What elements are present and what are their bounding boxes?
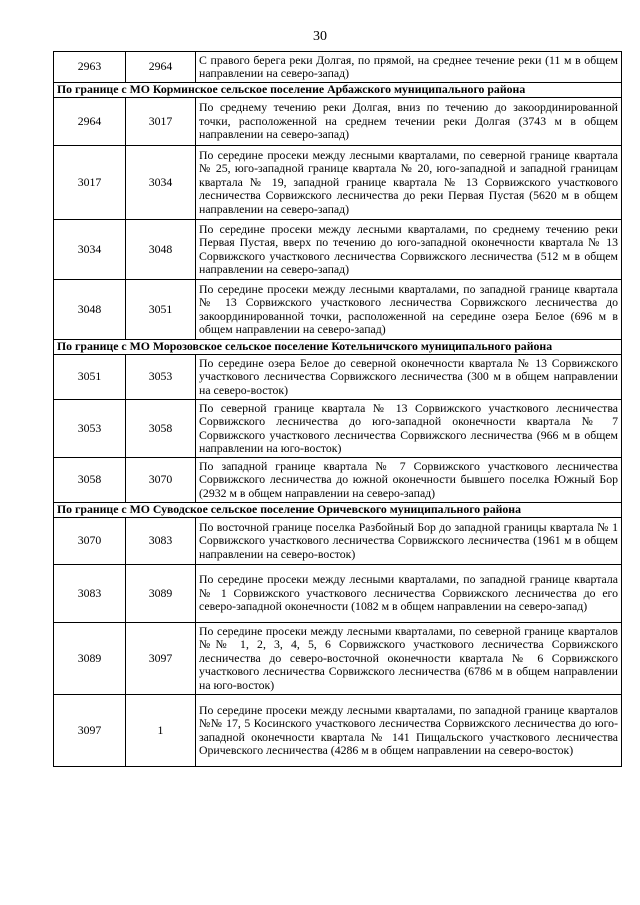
table-row bbox=[54, 280, 622, 340]
section-header-row bbox=[54, 503, 622, 518]
to-point: 3017 bbox=[126, 98, 196, 146]
table-row bbox=[54, 565, 622, 623]
table-row bbox=[54, 52, 622, 83]
boundary-description: По середине просеки между лесными кварталами, по западной границе кварталов №№ 17, 5 Косинского участкового лесничества Сорвижского лесничества до юго-западной оконечности квартала № 141 Пищальского участкового лесничества Оричевского лесничества (4286 м в общем направлении на северо-восток) bbox=[196, 695, 622, 767]
section-title: По границе с МО Корминское сельское поселение Арбажского муниципального района bbox=[54, 83, 622, 98]
from-point: 3058 bbox=[54, 458, 126, 503]
boundary-table-body bbox=[54, 52, 622, 767]
table-row bbox=[54, 623, 622, 695]
table-row bbox=[54, 695, 622, 767]
section-title: По границе с МО Суводское сельское поселение Оричевского муниципального района bbox=[54, 503, 622, 518]
table-row bbox=[54, 400, 622, 458]
boundary-description: По северной границе квартала № 13 Сорвижского участкового лесничества Сорвижского лесничества до юго-западной оконечности квартала № 7 Сорвижского участкового лесничества Сорвижского лесничества (966 м в общем направлении на юго-восток) bbox=[196, 400, 622, 458]
section-header-row bbox=[54, 340, 622, 355]
table-row bbox=[54, 458, 622, 503]
to-point: 2964 bbox=[126, 52, 196, 83]
to-point: 3048 bbox=[126, 220, 196, 280]
from-point: 3083 bbox=[54, 565, 126, 623]
to-point: 3097 bbox=[126, 623, 196, 695]
boundary-description: По восточной границе поселка Разбойный Бор до западной границы квартала № 1 Сорвижского участкового лесничества Сорвижского лесничества (1961 м в общем направлении на северо-восток) bbox=[196, 518, 622, 565]
to-point: 3058 bbox=[126, 400, 196, 458]
to-point: 1 bbox=[126, 695, 196, 767]
section-title: По границе с МО Морозовское сельское поселение Котельничского муниципального района bbox=[54, 340, 622, 355]
from-point: 3053 bbox=[54, 400, 126, 458]
from-point: 2964 bbox=[54, 98, 126, 146]
boundary-description: По середине просеки между лесными кварталами, по среднему течению реки Первая Пустая, вверх по течению до юго-западной оконечности квартала № 13 Сорвижского участкового лесничества Сорвижского лесничества (512 м в общем направлении на северо-запад) bbox=[196, 220, 622, 280]
boundary-description: По середине просеки между лесными кварталами, по северной границе кварталов №№ 1, 2, 3, 4, 5, 6 Сорвижского участкового лесничества Сорвижского лесничества до северо-восточной оконечности квартала № 6 Сорвижского участкового лесничества Сорвижского лесничества (6786 м в общем направлении на юго-восток) bbox=[196, 623, 622, 695]
from-point: 3070 bbox=[54, 518, 126, 565]
from-point: 3017 bbox=[54, 146, 126, 220]
from-point: 3048 bbox=[54, 280, 126, 340]
to-point: 3070 bbox=[126, 458, 196, 503]
to-point: 3051 bbox=[126, 280, 196, 340]
section-header-row bbox=[54, 83, 622, 98]
boundary-description: По середине просеки между лесными кварталами, по западной границе квартала № 13 Сорвижского участкового лесничества Сорвижского лесничества до закоординированной точки, расположенной на середине озера Белое (696 м в общем направлении на северо-запад) bbox=[196, 280, 622, 340]
boundary-description: По середине просеки между лесными кварталами, по северной границе квартала № 25, юго-западной границе квартала № 20, юго-западной и западной границам квартала № 19, западной границе квартала № 13 Сорвижского участкового лесничества Сорвижского лесничества до реки Первая Пустая (5620 м в общем направлении на северо-запад) bbox=[196, 146, 622, 220]
table-row bbox=[54, 355, 622, 400]
boundary-description: По западной границе квартала № 7 Сорвижского участкового лесничества Сорвижского лесничества до южной оконечности бывшего поселка Южный Бор (2932 м в общем направлении на северо-запад) bbox=[196, 458, 622, 503]
from-point: 3097 bbox=[54, 695, 126, 767]
boundary-table bbox=[53, 51, 622, 767]
from-point: 2963 bbox=[54, 52, 126, 83]
boundary-description: По середине озера Белое до северной оконечности квартала № 13 Сорвижского участкового лесничества Сорвижского лесничества (300 м в общем направлении на северо-восток) bbox=[196, 355, 622, 400]
table-row bbox=[54, 146, 622, 220]
to-point: 3089 bbox=[126, 565, 196, 623]
table-row bbox=[54, 518, 622, 565]
to-point: 3034 bbox=[126, 146, 196, 220]
table-row bbox=[54, 220, 622, 280]
boundary-description: По середине просеки между лесными кварталами, по западной границе квартала № 1 Сорвижского участкового лесничества Сорвижского лесничества до его северо-западной оконечности (1082 м в общем направлении на северо-запад) bbox=[196, 565, 622, 623]
boundary-description: С правого берега реки Долгая, по прямой, на среднее течение реки (11 м в общем направлении на северо-запад) bbox=[196, 52, 622, 83]
from-point: 3089 bbox=[54, 623, 126, 695]
boundary-description: По среднему течению реки Долгая, вниз по течению до закоординированной точки, расположенной на среднем течении реки Долгая (3743 м в общем направлении на северо-запад) bbox=[196, 98, 622, 146]
to-point: 3053 bbox=[126, 355, 196, 400]
from-point: 3034 bbox=[54, 220, 126, 280]
table-row bbox=[54, 98, 622, 146]
to-point: 3083 bbox=[126, 518, 196, 565]
from-point: 3051 bbox=[54, 355, 126, 400]
page-number: 30 bbox=[313, 29, 327, 44]
